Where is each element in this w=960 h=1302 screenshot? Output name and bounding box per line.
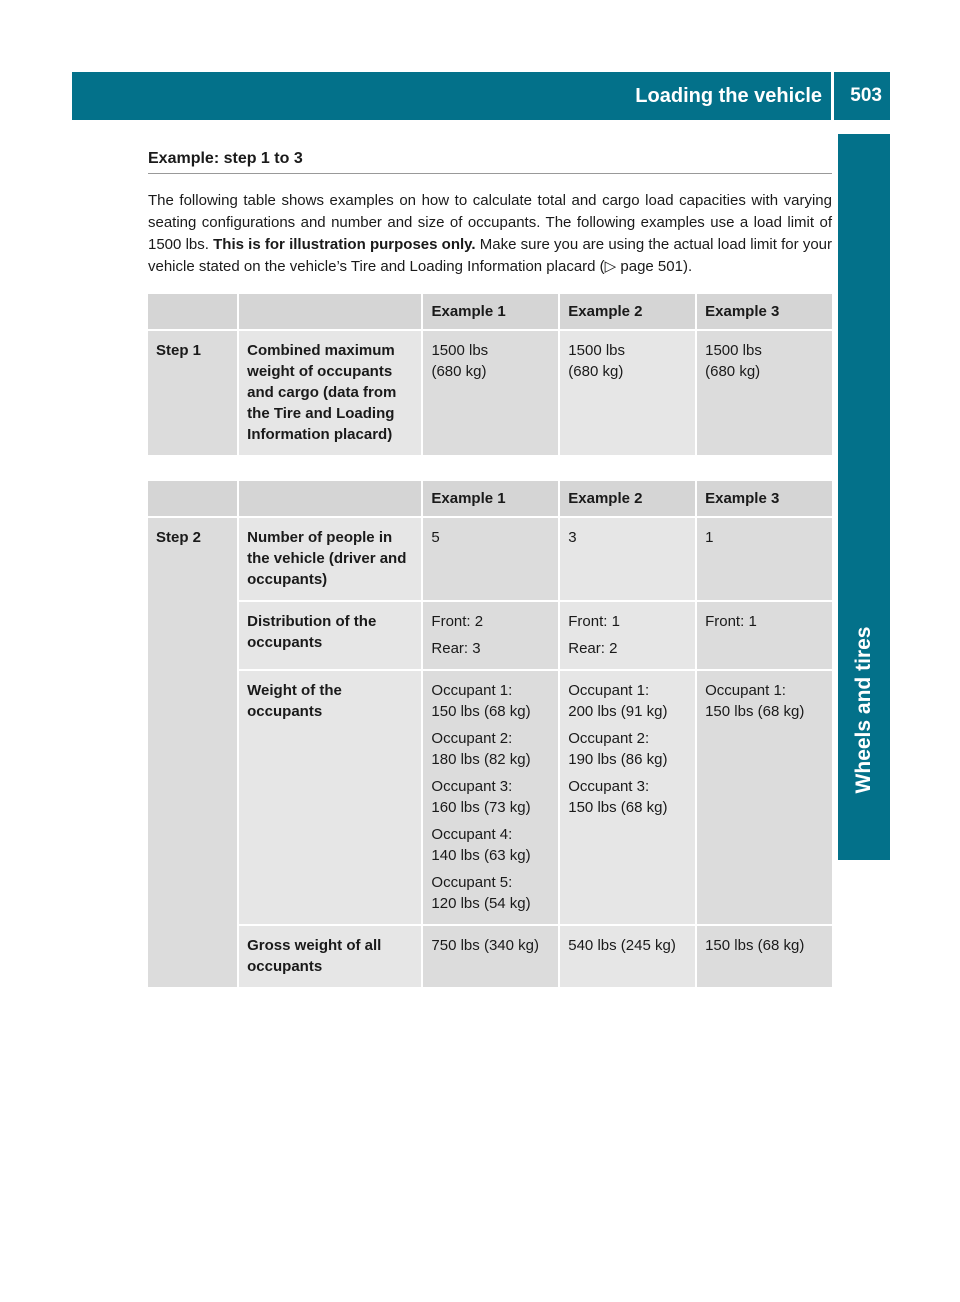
table-row: [148, 602, 832, 671]
side-tab-label: Wheels and tires: [852, 626, 875, 794]
value-line: Occupant 2: 190 lbs (86 kg): [568, 730, 668, 768]
intro-text-3: page 501).: [616, 258, 693, 275]
table-row: [148, 518, 832, 602]
page-content: [148, 150, 832, 989]
header-cell: [148, 294, 239, 331]
intro-text-2: Make sure you are using the actual load limit for your vehicle stated on the vehicle’s Tire and Loading Information placard (: [148, 236, 832, 275]
value-line: Rear: 3: [431, 640, 481, 657]
value-line: (680 kg): [431, 363, 487, 380]
value-cell: [423, 926, 560, 989]
table-row: [148, 671, 832, 926]
value-cell: [423, 602, 560, 671]
header-example-3: Example 3: [697, 481, 832, 518]
header-cell: [239, 481, 423, 518]
value-cell: [697, 671, 832, 926]
value-cell: [560, 331, 697, 457]
intro-paragraph: [148, 190, 832, 278]
value-line: 750 lbs (340 kg): [431, 937, 539, 954]
side-tab-block: [838, 800, 890, 860]
page-ref-arrow-icon: ▷: [604, 258, 617, 275]
value-cell: [423, 671, 560, 926]
header-title: Loading the vehicle: [635, 85, 822, 107]
section-title: Example: step 1 to 3: [148, 150, 832, 174]
value-line: Occupant 2: 180 lbs (82 kg): [431, 730, 531, 768]
table-row: [148, 331, 832, 457]
header-bar: [72, 72, 890, 120]
value-line: 1: [705, 529, 714, 546]
row-label: Number of people in the vehicle (driver and occupants): [239, 518, 423, 602]
value-line: 3: [568, 529, 577, 546]
value-line: (680 kg): [568, 363, 624, 380]
row-label: Gross weight of all occupants: [239, 926, 423, 989]
value-cell: [423, 518, 560, 602]
value-line: Occupant 1: 150 lbs (68 kg): [431, 682, 531, 720]
value-line: 1500 lbs: [568, 342, 626, 359]
header-example-1: Example 1: [423, 481, 560, 518]
value-line: (680 kg): [705, 363, 761, 380]
header-example-2: Example 2: [560, 294, 697, 331]
row-label: Combined maximum weight of occupants and cargo (data from the Tire and Loading Information placard): [239, 331, 423, 457]
table-header-row: [148, 481, 832, 518]
header-cell: [148, 481, 239, 518]
value-cell: [560, 926, 697, 989]
row-label: Weight of the occupants: [239, 671, 423, 926]
value-line: Occupant 1: 200 lbs (91 kg): [568, 682, 668, 720]
header-divider: [831, 72, 834, 120]
table-step-1: [148, 294, 832, 457]
value-line: Front: 1: [705, 613, 757, 630]
value-line: Occupant 3: 150 lbs (68 kg): [568, 778, 668, 816]
value-line: Occupant 3: 160 lbs (73 kg): [431, 778, 531, 816]
value-line: Rear: 2: [568, 640, 618, 657]
value-line: 540 lbs (245 kg): [568, 937, 676, 954]
value-cell: [697, 331, 832, 457]
value-cell: [560, 518, 697, 602]
table-row: [148, 926, 832, 989]
header-example-1: Example 1: [423, 294, 560, 331]
step-cell: Step 2: [148, 518, 239, 989]
value-cell: [423, 331, 560, 457]
value-cell: [560, 602, 697, 671]
intro-text-1: The following table shows examples on how to calculate total and cargo load capacities with varying seating configurations and number and size of occupants. The following examples use a load limit of 1500 lbs.: [148, 192, 832, 253]
header-cell: [239, 294, 423, 331]
value-line: 5: [431, 529, 440, 546]
value-cell: [697, 926, 832, 989]
header-example-2: Example 2: [560, 481, 697, 518]
value-line: 1500 lbs: [431, 342, 489, 359]
value-cell: [697, 518, 832, 602]
row-label: Distribution of the occupants: [239, 602, 423, 671]
intro-bold: This is for illustration purposes only.: [213, 236, 476, 253]
page-number: 503: [850, 85, 882, 106]
value-cell: [697, 602, 832, 671]
value-line: Occupant 5: 120 lbs (54 kg): [431, 874, 531, 912]
value-line: Front: 2: [431, 613, 484, 630]
value-line: Occupant 1: 150 lbs (68 kg): [705, 682, 805, 720]
value-cell: [560, 671, 697, 926]
value-line: 1500 lbs: [705, 342, 762, 359]
table-step-2: [148, 481, 832, 989]
value-line: Occupant 4: 140 lbs (63 kg): [431, 826, 531, 864]
step-cell: Step 1: [148, 331, 239, 457]
value-line: Front: 1: [568, 613, 620, 630]
table-header-row: [148, 294, 832, 331]
header-example-3: Example 3: [697, 294, 832, 331]
value-line: 150 lbs (68 kg): [705, 937, 805, 954]
